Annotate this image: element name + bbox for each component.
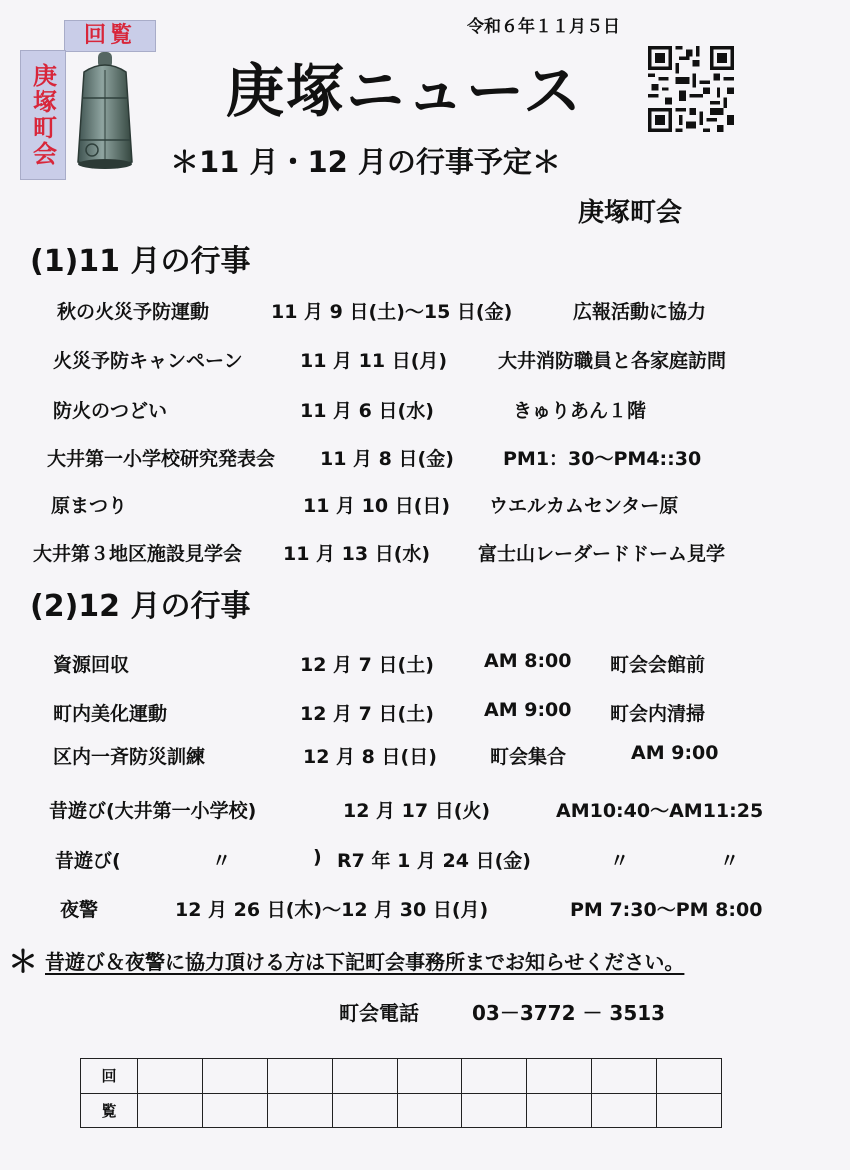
phone-label: 町会電話	[339, 1001, 419, 1025]
stamp-cell[interactable]	[202, 1059, 267, 1094]
event-detail: ウエルカムセンター原	[489, 495, 679, 517]
ditto-mark: 〃	[610, 850, 630, 872]
phone-number: 03－3772 － 3513	[472, 1001, 666, 1025]
event-name: 資源回収	[53, 654, 130, 676]
event-place: 町会会館前	[610, 654, 706, 676]
event-date: 11 月 10 日(日)	[303, 495, 451, 517]
event-date: 12 月 7 日(土)	[300, 703, 434, 725]
qr-code-icon	[643, 46, 739, 132]
event-name: 町内美化運動	[53, 703, 168, 725]
event-name: 大井第３地区施設見学会	[33, 543, 243, 565]
stamp-cell[interactable]	[138, 1059, 203, 1094]
circulation-label-2: 覧	[81, 1093, 138, 1128]
event-name: 昔遊び(	[55, 850, 121, 872]
kairan-label: 回覧	[64, 20, 156, 52]
stamp-cell[interactable]	[657, 1093, 722, 1128]
page-title: 庚塚ニュース	[226, 57, 584, 125]
stamp-cell[interactable]	[332, 1059, 397, 1094]
stamp-cell[interactable]	[462, 1059, 527, 1094]
event-date: 11 月 9 日(土)～15 日(金)	[271, 301, 513, 323]
event-time: AM10:40～AM11:25	[556, 800, 764, 822]
stamp-cell[interactable]	[657, 1059, 722, 1094]
event-date: 12 月 17 日(火)	[343, 800, 491, 822]
event-date: 11 月 8 日(金)	[320, 448, 454, 470]
event-detail: 大井消防職員と各家庭訪問	[498, 350, 727, 372]
event-name: 秋の火災予防運動	[57, 301, 210, 323]
volunteer-note: 昔遊び＆夜警に協力頂ける方は下記町会事務所までお知らせください。	[45, 950, 685, 974]
stamp-cell[interactable]	[592, 1059, 657, 1094]
event-date: 12 月 8 日(日)	[303, 746, 437, 768]
circulation-stamp-table	[80, 1058, 722, 1128]
event-name: 防火のつどい	[53, 400, 168, 422]
event-time: AM 9:00	[631, 742, 719, 764]
stamp-cell[interactable]	[462, 1093, 527, 1128]
temple-bell-icon	[62, 50, 148, 180]
event-place: 町会集合	[490, 746, 567, 768]
event-date: 11 月 6 日(水)	[300, 400, 434, 422]
event-detail: 広報活動に協力	[573, 301, 707, 323]
event-date: 11 月 13 日(水)	[283, 543, 431, 565]
stamp-cell[interactable]	[267, 1059, 332, 1094]
event-date: 11 月 11 日(月)	[300, 350, 448, 372]
stamp-cell[interactable]	[267, 1093, 332, 1128]
subtitle: ＊11 月・12 月の行事予定＊	[170, 145, 561, 179]
event-date: R7 年 1 月 24 日(金)	[337, 850, 531, 872]
issue-date: 令和６年１１月５日	[467, 17, 620, 37]
event-name: 区内一斉防災訓練	[53, 746, 206, 768]
december-heading: (2)12 月の行事	[30, 589, 251, 624]
stamp-cell[interactable]	[527, 1093, 592, 1128]
stamp-cell[interactable]	[592, 1093, 657, 1128]
stamp-cell[interactable]	[397, 1059, 462, 1094]
event-name: 火災予防キャンペーン	[53, 350, 243, 372]
organization-name: 庚塚町会	[578, 198, 683, 228]
event-time: AM 9:00	[484, 699, 572, 721]
chokai-vertical-label: 庚塚町会	[20, 50, 66, 180]
stamp-cell[interactable]	[397, 1093, 462, 1128]
event-detail: きゅりあん１階	[513, 400, 647, 422]
event-name: 原まつり	[51, 495, 128, 517]
november-heading: (1)11 月の行事	[30, 244, 251, 279]
event-place: 町会内清掃	[610, 703, 706, 725]
event-name: 大井第一小学校研究発表会	[47, 448, 276, 470]
event-detail: PM1：30～PM4::30	[503, 448, 702, 470]
ditto-mark: 〃	[212, 850, 232, 872]
circulation-label-1: 回	[81, 1059, 138, 1094]
event-time: PM 7:30～PM 8:00	[570, 899, 763, 921]
note-asterisk: ＊	[8, 945, 38, 980]
event-time: AM 8:00	[484, 650, 572, 672]
stamp-cell[interactable]	[138, 1093, 203, 1128]
event-detail: 富士山レーダードドーム見学	[478, 543, 726, 565]
stamp-cell[interactable]	[202, 1093, 267, 1128]
stamp-cell[interactable]	[527, 1059, 592, 1094]
ditto-mark: 〃	[720, 850, 740, 872]
close-paren: )	[313, 846, 322, 868]
event-date: 12 月 7 日(土)	[300, 654, 434, 676]
stamp-cell[interactable]	[332, 1093, 397, 1128]
event-name: 昔遊び(大井第一小学校)	[49, 800, 257, 822]
event-name: 夜警	[60, 899, 99, 921]
event-date: 12 月 26 日(木)～12 月 30 日(月)	[175, 899, 489, 921]
